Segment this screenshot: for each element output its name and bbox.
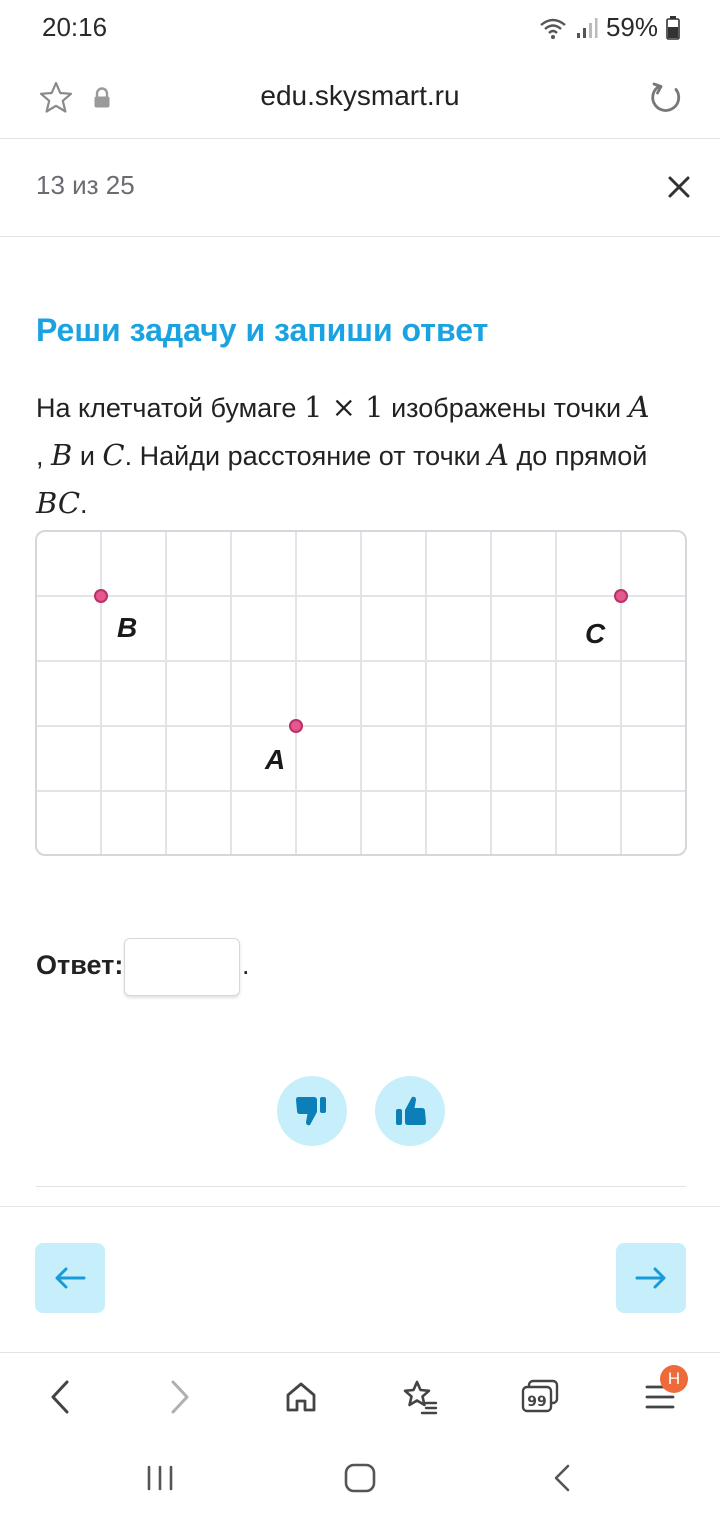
task-text: На клетчатой бумаге — [36, 393, 304, 423]
home-button-icon[interactable] — [338, 1456, 382, 1500]
math-size: 1 × 1 — [303, 390, 384, 424]
answer-input[interactable] — [124, 938, 240, 996]
point-c-label: C — [585, 618, 606, 649]
grid-line — [425, 532, 427, 854]
system-back-icon[interactable] — [540, 1456, 584, 1500]
grid-line — [555, 532, 557, 854]
task-text: и — [72, 441, 103, 471]
math-point-a: A — [628, 390, 650, 424]
status-time: 20:16 — [42, 12, 108, 42]
math-point-a: A — [488, 438, 509, 472]
grid-line — [37, 595, 685, 597]
thumb-down-button[interactable] — [277, 1076, 347, 1146]
point-a — [289, 719, 303, 733]
home-icon[interactable] — [279, 1375, 323, 1419]
battery-percent: 59% — [605, 12, 658, 42]
thumb-up-icon — [392, 1094, 428, 1128]
point-b-label: B — [117, 612, 138, 643]
answer-label: Ответ: — [36, 950, 124, 980]
close-icon[interactable] — [662, 170, 696, 204]
reload-icon[interactable] — [644, 76, 688, 120]
system-nav-bar — [0, 1436, 720, 1520]
recent-apps-icon[interactable] — [138, 1456, 182, 1500]
prev-task-button[interactable] — [35, 1243, 105, 1313]
tabs-icon[interactable] — [517, 1373, 563, 1419]
battery-icon — [666, 16, 680, 40]
progress-counter: 13 из 25 — [36, 170, 135, 200]
grid-line — [230, 532, 232, 854]
grid-line — [295, 532, 297, 854]
browser-url-bar — [0, 58, 720, 139]
next-task-button[interactable] — [616, 1243, 686, 1313]
thumb-down-icon — [294, 1094, 330, 1128]
divider — [0, 1206, 720, 1207]
browser-bottom-bar — [0, 1352, 720, 1437]
grid-line — [360, 532, 362, 854]
thumb-up-button[interactable] — [375, 1076, 445, 1146]
task-progress-header — [0, 138, 720, 237]
status-indicators — [538, 12, 680, 43]
bookmarks-icon[interactable] — [398, 1375, 442, 1419]
task-text: изображены точки — [383, 393, 629, 423]
tabs-count: 99 — [527, 1394, 547, 1410]
forward-icon[interactable] — [160, 1375, 200, 1419]
point-b — [94, 589, 108, 603]
task-text: до прямой — [509, 441, 648, 471]
task-statement — [36, 384, 686, 528]
grid-line — [620, 532, 622, 854]
math-line-bc: BC — [36, 486, 81, 520]
task-text: . — [80, 489, 88, 519]
grid-line — [100, 532, 102, 854]
divider — [36, 1186, 686, 1187]
url-text[interactable]: edu.skysmart.ru — [260, 80, 460, 111]
point-c — [614, 589, 628, 603]
task-text: , — [36, 441, 52, 471]
math-point-c: C — [102, 438, 125, 472]
arrow-right-icon — [634, 1266, 668, 1290]
menu-badge: H — [660, 1365, 688, 1393]
back-icon[interactable] — [40, 1375, 80, 1419]
point-a-label: A — [265, 744, 286, 775]
arrow-left-icon — [53, 1266, 87, 1290]
answer-suffix: . — [242, 950, 250, 980]
signal-icon — [576, 17, 598, 39]
grid-line — [37, 725, 685, 727]
grid-line — [490, 532, 492, 854]
grid-line — [37, 790, 685, 792]
task-text: . Найди расстояние от точки — [124, 441, 489, 471]
math-point-b: B — [51, 438, 73, 472]
task-title: Реши задачу и запиши ответ — [36, 312, 489, 348]
grid-line — [37, 660, 685, 662]
wifi-icon — [538, 17, 568, 39]
grid-line — [165, 532, 167, 854]
grid-figure — [35, 530, 687, 856]
